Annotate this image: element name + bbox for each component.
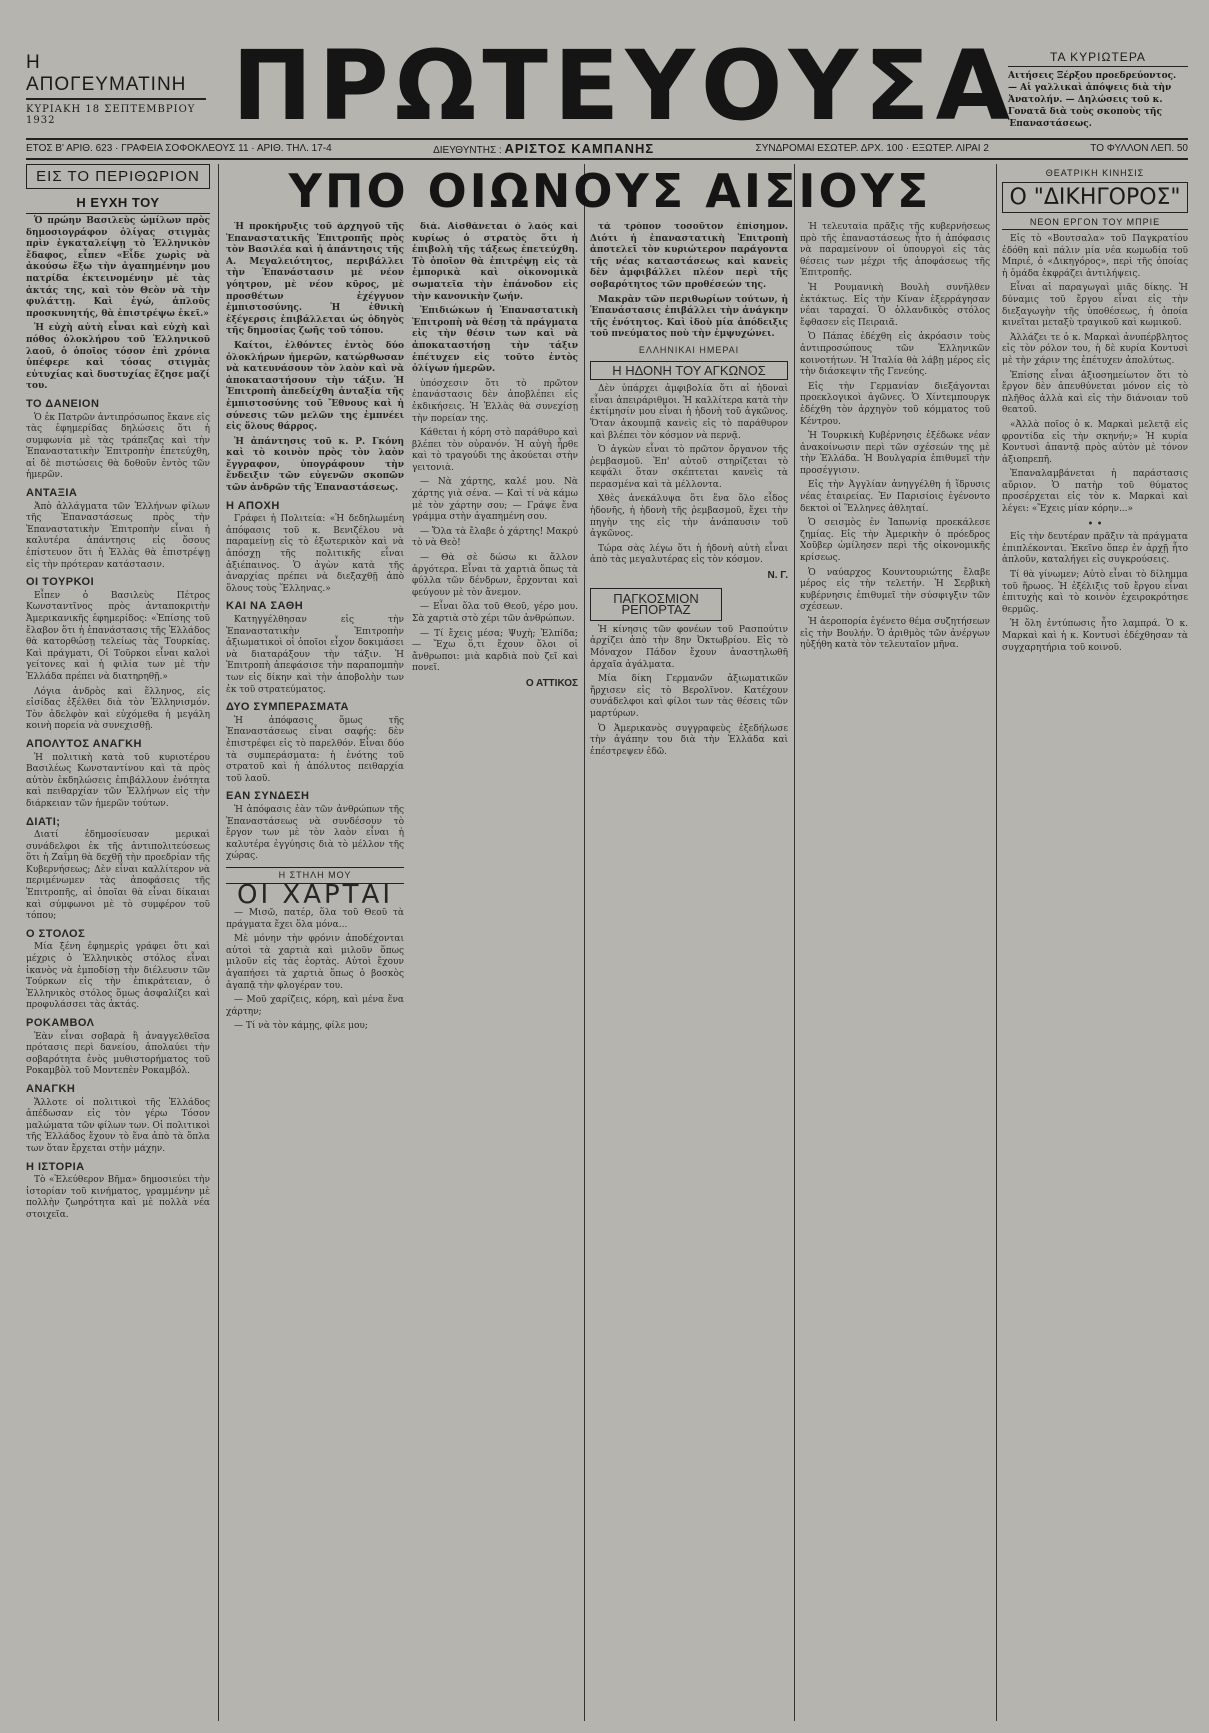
paragraph: Ἐπιδιώκων ἡ Ἐπαναστατικὴ Ἐπιτροπὴ νὰ θέσῃ τὰ πράγματα εἰς τὴν θέσιν των καὶ νὰ ἀποκαταστήσῃ τὴν τάξιν ἐπέτυχεν εἰς τοῦτο ἐντὸς ὀλίγων ἡμερῶν.: [412, 306, 578, 375]
column-rule: [996, 164, 997, 1721]
issue-date: ΚΥΡΙΑΚΗ 18 ΣΕΠΤΕΜΒΡΙΟΥ 1932: [26, 104, 196, 126]
paragraph: Ἡ προκήρυξις τοῦ ἀρχηγοῦ τῆς Ἐπαναστατικῆς Ἐπιτροπῆς πρὸς τὸν Βασιλέα καὶ ἡ ἀπάντησις τῆς Α. Μεγαλειότητος, περιβάλλει τὴν Ἐπανάστασιν μὲ νέον γόητρον, μὲ νέον κῦρος, μὲ προσθέτων ἐχέγγυον ἐμπιστοσύνης. Ἡ ἐθνικὴ ἐξέγερσις ἐπιβάλλεται ὡς ὁδηγὸς τῆς δημοσίας ζωῆς τοῦ τόπου.: [226, 222, 404, 337]
column-margin: [26, 164, 210, 1721]
paragraph: Λόγια ἀνδρὸς καὶ ἕλληνος, εἰς εἰσίδας ἐξέλθει διὰ τὸν Ἑλληνισμόν. Τὸν ἀδελφὸν καὶ εὐχόμεθα ἡ μεγάλη κοινὴ πορεία νὰ συνεχισθῇ.: [26, 686, 210, 732]
section-heading: ΑΝΤΑΞΙΑ: [26, 487, 78, 500]
paragraph: Ἡ Ρουμανικὴ Βουλὴ συνῆλθεν ἐκτάκτως. Εἰς τὴν Κίναν ἐξερράγησαν νέαι ταραχαί. Ὁ ὁλλανδικὸς στόλος ἔφθασεν εἰς Πειραιᾶ.: [800, 282, 990, 328]
column-theatre: [1002, 164, 1188, 1721]
paragraph: Ὁ Ἀμερικανὸς συγγραφεὺς ἐξεδήλωσε τὴν ἀγάπην του διὰ τὴν Ἑλλάδα καὶ ἐπέστρεψεν ἐδῶ.: [590, 723, 788, 757]
section-label: ΕΛΛΗΝΙΚΑΙ ΗΜΕΡΑΙ: [638, 344, 740, 355]
paragraph: ὑπόσχεσιν ὅτι τὸ πρῶτον ἐπανάστασις δὲν ἀποβλέπει εἰς ἐκδικήσεις. Ἡ Ἑλλὰς θὰ συνεχίσῃ τὴν πορείαν της.: [412, 378, 578, 424]
paragraph: Ἐπαναλαμβάνεται ἡ παράστασις αὔριον. Ὁ πατὴρ τοῦ θύματος προσέρχεται εἰς τὸν κ. Μαρκαὶ καὶ λέγει: «Ἔχεις μίαν κόρην...»: [1002, 469, 1188, 515]
paragraph: Μακρὰν τῶν περιθωρίων τούτων, ἡ Ἐπανάστασις ἐπιβάλλει τὴν ἀνάγκην τῆς ἑνότητος. Καὶ ἰδοὺ μία ἀπόδειξις τοῦ πνεύματος ποὺ τὴν ἐμψυχώνει.: [590, 294, 788, 340]
section-heading: Ο ΣΤΟΛΟΣ: [26, 927, 86, 940]
paragraph: Καίτοι, ἐλθόντες ἐντὸς δύο ὁλοκλήρων ἡμερῶν, κατώρθωσαν νὰ κατευνάσουν τὸν λαὸν καὶ νὰ ἀποκαταστήσουν τὴν τάξιν. Ἡ Ἐπιτροπὴ ἀπεδείχθη ἀνταξία τῆς ἐμπιστοσύνης τοῦ Ἔθνους καὶ ἡ σύνεσις τῶν μελῶν της ἐμπνέει εἰς ὅλους θάρρος.: [226, 340, 404, 433]
paragraph: Τὸ «Ἐλεύθερον Βῆμα» δημοσιεύει τὴν ἱστορίαν τοῦ κινήματος, γραμμένην μὲ πολλὴν ζωηρότητα καὶ μὲ πολλὰ νέα στοιχεῖα.: [26, 1175, 210, 1220]
info-bar: [26, 138, 1188, 160]
paragraph: Ἀλλάζει τε ὁ κ. Μαρκαὶ ἀνυπέρβλητος εἰς τὸν ρόλον του, ἡ δὲ κυρία Κοντυσὶ μὲ τὴν χάριν της ἐπέτυχεν ἀπολύτως.: [1002, 332, 1188, 366]
paragraph: Εἶναι αἱ παραγωγαὶ μιᾶς δίκης. Ἡ δύναμις τοῦ ἔργου εἶναι εἰς τὴν διεξαγωγὴν τῆς ὑποθέσεως, ἡ ὁποία κινεῖται μεταξὺ τραγικοῦ καὶ κωμικοῦ.: [1002, 283, 1188, 329]
greek-days-body: [590, 222, 788, 758]
news-body: [800, 222, 990, 652]
margin-box-title: ΕΙΣ ΤΟ ΠΕΡΙΘΩΡΙΟΝ: [26, 164, 210, 189]
paragraph: Διατί ἐδημοσίευσαν μερικαὶ συνάδελφοι ἐκ τῆς ἀντιπολιτεύσεως ὅτι ἡ Ζαΐμη θὰ δεχθῇ τὴν προεδρίαν τῆς Κυβερνήσεως; Δὲν εἶναι καλλίτερον νὰ περιμένωμεν τὰς ἀποφάσεις τῆς Ἐπιτροπῆς, αἱ ὁποῖαι θὰ εἶναι δίκαιαι καὶ σύμφωνοι μὲ τὸ συμφέρον τοῦ τόπου;: [26, 830, 210, 922]
paragraph: Χθὲς ἀνεκάλυψα ὅτι ἕνα ὅλο εἶδος ἡδονῆς, ἡ ἡδονὴ τῆς ῥεμβασμοῦ, ἔχει τὴν πηγὴν της εἰς τὴν ἀνάπαυσιν τοῦ ἀγκῶνος.: [590, 494, 788, 540]
section-heading: ΑΝΑΓΚΗ: [26, 1082, 76, 1095]
paragraph: τὰ τρόπον τοσοῦτον ἐπίσημον. Διότι ἡ ἐπαναστατικὴ Ἐπιτροπὴ ἀποτελεῖ τὸν κυριώτερον παράγοντα τῆς νέας καταστάσεως καὶ κανεὶς δὲν ἀμφιβάλλει πλέον περὶ τῆς σοβαρότητος τῶν προθέσεών της.: [590, 222, 788, 290]
paragraph: Ὁ ἀγκὼν εἶναι τὸ πρῶτον ὄργανον τῆς ῥεμβασμοῦ. Ἐπ' αὐτοῦ στηρίζεται τὸ κεφάλι ὅταν σκέπτεται κανεὶς τὰ περασμένα καὶ τὰ μέλλοντα.: [590, 445, 788, 490]
paragraph: — Τί ἔχεις μέσα; Ψυχὴ; Ἐλπίδα; — Ἔχω ὅ,τι ἔχουν ὅλοι οἱ ἄνθρωποι: μιὰ καρδιὰ ποὺ ζεῖ καὶ πονεῖ.: [412, 628, 578, 674]
paragraph: Τί θὰ γίνωμεν; Αὐτὸ εἶναι τὸ δίλημμα τοῦ ἥρωος. Ἡ ἐξέλιξις τοῦ ἔργου εἶναι ἐπιτυχὴς καὶ τὸ κοινὸν ἐχειροκρότησε θερμῶς.: [1002, 570, 1188, 615]
editor-name: ΑΡΙΣΤΟΣ ΚΑΜΠΑΝΗΣ: [504, 141, 655, 156]
price-info: ΤΟ ΦΥΛΛΟΝ ΛΕΠ. 50: [1090, 143, 1188, 154]
editor-info: [433, 140, 654, 158]
section-heading: ΚΑΙ ΝΑ ΣΑΘΗ: [226, 600, 304, 613]
report-box-title: ΠΑΓΚΟΣΜΙΟΝ ΡΕΠΟΡΤΑΖ: [590, 588, 722, 621]
paragraph: Ὁ σεισμὸς ἐν Ἰαπωνίᾳ προεκάλεσε ζημίας. Εἰς τὴν Ἀμερικὴν ὁ πρόεδρος Χοῦβερ ὡμίλησεν περὶ τῆς οἰκονομικῆς κρίσεως.: [800, 518, 990, 564]
paragraph: Ὁ ναύαρχος Κουντουριώτης ἔλαβε μέρος εἰς τὴν τελετήν. Ἡ Σερβικὴ κυβέρνησις ἐπιθυμεῖ τὴν σύσφιγξιν τῶν σχέσεων.: [800, 567, 990, 613]
paragraph: Ἡ ἀπάντησις τοῦ κ. Ρ. Γκόνη καὶ τὸ κοινὸν πρὸς τὸν λαὸν ἔγγραφον, ὑπογράφουν τὴν ἔνδειξιν τῶν εὐγενῶν σκοπῶν τῶν ἀνδρῶν τῆς Ἐπαναστάσεως.: [226, 436, 404, 494]
margin-subtitle: Η ΕΥΧΗ ΤΟΥ: [26, 195, 210, 214]
paragraph: Τώρα σὰς λέγω ὅτι ἡ ἡδονὴ αὐτὴ εἶναι ἀπὸ τὰς μεγαλυτέρας εἰς τὸν κόσμον.: [590, 543, 788, 566]
paragraph: — Ὄλα τὰ ἔλαβε ὁ χάρτης! Μακρύ τὸ νὰ Θεὸ!: [412, 526, 578, 549]
paragraph: — Εἶναι ὅλα τοῦ Θεοῦ, γέρο μου. Σὰ χαρτιὰ στὸ χέρι τῶν ἀνθρώπων.: [412, 602, 578, 624]
feature-title: ΟΙ ΧΑΡΤΑΙ: [236, 880, 393, 911]
paragraph: Ἡ τελευταία πρᾶξις τῆς κυβερνήσεως πρὸ τῆς ἐπαναστάσεως ἦτο ἡ ἀπόφασις νὰ παραμείνουν οἱ ὑπουργοὶ εἰς τὰς θέσεις των μέχρι τῆς ἀποφάσεως τῆς Ἐπιτροπῆς.: [800, 222, 990, 279]
signature: Ν. Γ.: [767, 570, 788, 582]
section-heading: ΑΠΟΛΥΤΟΣ ΑΝΑΓΚΗ: [26, 737, 142, 750]
paragraph: Ἡ πολιτικὴ κατὰ τοῦ κυριοτέρου Βασιλέως Κωνσταντίνου καὶ τὰ πρὸς αὐτὸν ἐκδηλώσεις ἐπιβάλλουν ἐνότητα καὶ πειθαρχίαν τῶν Ἑλλήνων εἰς τὴν διάρκειαν τῶν ἡμερῶν τούτων.: [26, 752, 210, 809]
section-label: ΘΕΑΤΡΙΚΗ ΚΙΝΗΣΙΣ: [1045, 168, 1145, 178]
masthead-right: [1008, 50, 1188, 130]
paragraph: — Νὰ χάρτης, καλέ μου. Νὰ χάρτης γιὰ σένα. — Καὶ τί νὰ κάμω μὲ τὸν χάρτην σου; — Γράψε ἕνα γράμμα στὴν ἀγαπημένη σου.: [412, 477, 578, 523]
lead-body-cont: [412, 222, 578, 690]
paragraph: — Μοῦ χαρίζεις, κόρη, καὶ μένα ἕνα χάρτην;: [226, 995, 404, 1017]
paragraph: Ὁ Πάπας ἐδέχθη εἰς ἀκρόασιν τοὺς ἀντιπροσώπους τῶν Ἑλληνικῶν κοινοτήτων. Ἡ Ἰταλία θὰ λάβῃ μέρος εἰς τὴν διάσκεψιν τῆς Γενεύης.: [800, 332, 990, 378]
paragraph: Ἡ ἀπόφασις ἐὰν τῶν ἀνθρώπων τῆς Ἐπαναστάσεως νὰ συνδέσουν τὸ ἔργον των μὲ τὸν λαὸν εἶναι ἡ καλυτέρα ἐγγύησις διὰ τὸ μέλλον τῆς χώρας.: [226, 804, 404, 862]
paragraph: διὰ. Αἰσθάνεται ὁ λαὸς καὶ κυρίως ὁ στρατὸς ὅτι ἡ ἐπιβολὴ τῆς τάξεως ἐπετεύχθη. Τὸ ὁποῖον θὰ ἐπιτρέψῃ εἰς τὰ ἐμπορικὰ καὶ οἰκονομικὰ σωματεῖα τὴν ἐπάνοδον εἰς τὴν κανονικὴν ζωήν.: [412, 222, 578, 302]
paragraph: Ἡ ἀπόφασις ὅμως τῆς Ἐπαναστάσεως εἶναι σαφής: δὲν ἐπιστρέφει εἰς τὸ παρελθόν. Εἶναι δύο τὰ συμπεράσματα: ἡ ἑνότης τοῦ στρατοῦ καὶ ἡ ἀπόλυτος πειθαρχία τοῦ λαοῦ.: [226, 715, 404, 784]
column-lead-left: [226, 222, 404, 1721]
section-heading: ΤΟ ΔΑΝΕΙΟΝ: [26, 397, 100, 410]
paragraph: Εἰς τὸ «Βουτσαλα» τοῦ Παγκρατίου ἐδόθη καὶ πάλιν μία νέα κωμωδία τοῦ Μπριέ, ὁ «Δικηγόρος», περὶ τῆς ὁποίας ἡ ὁμάδα ἐκφράζει ἀντιλήψεις.: [1002, 234, 1188, 279]
paragraph: — Μισῶ, πατέρ, ὅλα τοῦ Θεοῦ τὰ πράγματα ἔχει ὅλα μόνα...: [226, 908, 404, 930]
paragraph: «Ἀλλὰ ποῖος ὁ κ. Μαρκαὶ μελετᾷ εἰς φροντίδα εἰς τὴν σκηνήν;» Ἡ κυρία Κοντυσὶ ἀπαντᾷ πρὸς αὐτὸν μὲ τόνον ἀξιοπρεπῆ.: [1002, 419, 1188, 465]
paragraph: Μία δίκη Γερμανῶν ἀξιωματικῶν ἤρχισεν εἰς τὸ Βερολῖνον. Κατέχουν συνάδελφοι καὶ φίλοι των τὰς θέσεις τῶν μαρτύρων.: [590, 674, 788, 719]
lead-body: [226, 222, 404, 1033]
paper-name: Η ΑΠΟΓΕΥΜΑΤΙΝΗ: [26, 52, 206, 100]
section-heading: ΔΥΟ ΣΥΜΠΕΡΑΣΜΑΤΑ: [226, 701, 349, 714]
section-heading: Η ΑΠΟΧΗ: [226, 499, 280, 512]
subscriptions-info: ΣΥΝΔΡΟΜΑΙ ΕΣΩΤΕΡ. ΔΡΧ. 100 · ΕΞΩΤΕΡ. ΛΙΡΑΙ 2: [755, 143, 989, 154]
masthead-title: ΠΡΩΤΕΥΟΥΣΑ: [232, 30, 1016, 142]
paragraph: Ἀπὸ ἀλλάγματα τῶν Ἑλλήνων φίλων τῆς Ἐπαναστάσεως πρὸς τὴν Ἐπαναστατικὴν Ἐπιτροπὴν εἶναι ἡ καλυτέρα ἀπάντησις εἰς ὅσους ἐπίστευον ὅτι ἡ Ἑλλὰς θὰ ἐπιστρέψῃ εἰς τὴν πρότεραν κατάστασιν.: [26, 501, 210, 570]
paragraph: Ἡ κίνησις τῶν φονέων τοῦ Ρασπούτιν ἀρχίζει ἀπὸ τὴν 8ην Ὀκτωβρίου. Εἰς τὸ Μόναχον Πάδον ἔχουν ἀναστηλωθῆ ἀρχαῖα ἀγάλματα.: [590, 624, 788, 670]
paragraph: Ἡ εὐχὴ αὐτὴ εἶναι καὶ εὐχὴ καὶ πόθος ὁλοκλήρου τοῦ Ἑλληνικοῦ λαοῦ, ὁ ὁποῖος τόσον ἐπὶ χρόνια ὑπέφερε καὶ τόσας στιγμὰς εὐτυχίας καὶ δυστυχίας ἔζησε μαζί του.: [26, 323, 210, 392]
separator-mark: • •: [1087, 518, 1103, 530]
paragraph: Ἡ ὅλη ἐντύπωσις ἦτο λαμπρά. Ὁ κ. Μαρκαὶ καὶ ἡ κ. Κοντυσὶ ἐδέχθησαν τὰ συγχαρητήρια τοῦ κοινοῦ.: [1002, 619, 1188, 653]
column-lead-right: [412, 222, 578, 1721]
theatre-body: [1002, 234, 1188, 654]
paragraph: Εἰς τὴν δευτέραν πρᾶξιν τὰ πράγματα ἐπιπλέκονται. Ἐκεῖνο ὅπερ ἐν ἀρχῇ ἦτο ἁπλοῦν, καταλήγει εἰς συγκρούσεις.: [1002, 532, 1188, 566]
feature-label: Η ΣΤΗΛΗ ΜΟΥ: [226, 867, 404, 885]
paragraph: Εἶπεν ὁ Βασιλεὺς Πέτρος Κωνσταντῖνος πρὸς ἀνταποκριτὴν Ἀμερικανικῆς ἐφημερίδος: «Ἐπίσης τοῦ ἔλαβον ὅτι ἡ ἐπανάστασις τῆς Ἑλλάδος θὰ κατορθώσῃ τελείως τὰς Τουρκίας. Καὶ πράγματι, Οἱ Τοῦρκοι εἶναι καλοὶ γείτονες καὶ ἡ φιλία των μὲ τὴν Ἑλλάδα πρέπει νὰ διατηρηθῇ.»: [26, 590, 210, 682]
paragraph: Ἐπίσης εἶναι ἀξιοσημείωτον ὅτι τὸ ἔργον δὲν ἀπευθύνεται μόνον εἰς τὸ πλῆθος ἀλλὰ καὶ εἰς τὴν διάνοιαν τοῦ θεατοῦ.: [1002, 370, 1188, 416]
summary-text: Αιτήσεις Ξέρξου προεδρεύοντος. — Αἱ γαλλικαὶ ἀπόψεις διὰ τὴν Ἀνατολήν. — Δηλώσεις τοῦ κ. Γονατᾶ διὰ τοὺς σκοποὺς τῆς Ἐπαναστάσεως.: [1008, 71, 1177, 129]
column-rule: [584, 164, 585, 1721]
section-heading: ΡΟΚΑΜΒΟΛ: [26, 1017, 95, 1029]
paragraph: Κατηγγέλθησαν εἰς τὴν Ἐπαναστατικὴν Ἐπιτροπὴν ἀξιωματικοὶ οἱ ὁποῖοι εἶχον δοκιμάσει νὰ διαταράξουν τὴν τάξιν. Ἡ Ἐπιτροπὴ ἀπεφάσισε τὴν παραπομπὴν των εἰς δίκην καὶ τὴν ἀποβολὴν των ἐκ τοῦ στρατεύματος.: [226, 615, 404, 695]
signature: Ο ΑΤΤΙΚΟΣ: [525, 677, 578, 689]
section-heading: ΔΙΑΤΙ;: [26, 815, 61, 828]
editor-label: ΔΙΕΥΘΥΝΤΗΣ :: [433, 145, 502, 156]
column-greek-days: [590, 222, 788, 1721]
paragraph: Ὁ ἐκ Πατρῶν ἀντιπρόσωπος ἔκανε εἰς τὰς ἐφημερίδας δηλώσεις ὅτι ἡ συμφωνία μὲ τὰς τράπεζας καὶ τὴν Ἐπαναστατικὴν Ἐπιτροπὴν ἐπετεύχθη, αἱ δὲ πιστώσεις θὰ δοθοῦν ἐντὸς τῶν ἡμερῶν.: [26, 412, 210, 481]
paragraph: Γράφει ἡ Πολιτεία: «Ἡ δεδηλωμένη ἀπόφασις τοῦ κ. Βενιζέλου νὰ παραμείνῃ εἰς τὸ ἐξωτερικὸν καὶ νὰ ἀπόσχῃ τῆς πολιτικῆς εἶναι ἀξιέπαινος. Ὁ ἀγὼν κατὰ τῆς ἀναρχίας πρέπει νὰ διεξαχθῇ ἀπὸ ὅλους τοὺς Ἕλληνας.»: [226, 514, 404, 594]
theatre-box-title: Ο "ΔΙΚΗΓΟΡΟΣ": [1002, 182, 1188, 213]
margin-body: [26, 216, 210, 1222]
paragraph: Ἐὰν εἶναι σοβαρὰ ἢ ἀναγγελθεῖσα πρότασις περὶ δανείου, ἀπολαύει τὴν σοβαρότητα ἑνὸς μυθιστορήματος τοῦ Ροκαμβὸλ τοῦ Μοντεπὲν Ροκαμβόλ.: [26, 1031, 210, 1077]
paragraph: — Τί νὰ τὸν κάμῃς, φίλε μου;: [234, 1021, 368, 1032]
paragraph: Εἰς τὴν Γερμανίαν διεξάγονται προεκλογικοὶ ἀγῶνες. Ὁ Χίντεμπουργκ ἐδέχθη τὸν ἀρχηγὸν τοῦ κόμματος τοῦ Κέντρου.: [800, 381, 990, 427]
paragraph: Ἡ ἀεροπορία ἐγένετο θέμα συζητήσεων εἰς τὴν Βουλήν. Ὁ ἀριθμὸς τῶν ἀνέργων ηὐξήθη κατὰ τὸν τελευταῖον μῆνα.: [800, 617, 990, 651]
paragraph: Ἡ Τουρκικὴ Κυβέρνησις ἐξέδωκε νέαν ἀνακοίνωσιν περὶ τῶν σχέσεών της μὲ τὴν Ἑλλάδα. Ἡ Βουλγαρία ἐπιθυμεῖ τὴν προσέγγισιν.: [800, 431, 990, 476]
theatre-subtitle: ΝΕΟΝ ΕΡΓΟΝ ΤΟΥ ΜΠΡΙΕ: [1002, 217, 1188, 230]
issue-info: ΕΤΟΣ Β' ΑΡΙΘ. 623 · ΓΡΑΦΕΙΑ ΣΟΦΟΚΛΕΟΥΣ 11 · ΑΡΙΘ. ΤΗΛ. 17-4: [26, 143, 332, 154]
paragraph: Κάθεται ἡ κόρη στὸ παράθυρο καὶ βλέπει τὸν οὐρανόν. Ἡ αὐγὴ ἦρθε καὶ τὸ τραγούδι της ἀκούεται στὴν γειτονιὰ.: [412, 428, 578, 473]
column-rule: [218, 164, 219, 1721]
paragraph: Ὁ πρώην Βασιλεὺς ὡμίλων πρὸς δημοσιογράφον ὀλίγας στιγμὰς πρὶν ἐγκαταλείψῃ τὸ Ἑλληνικὸν ἔδαφος, εἶπεν «Εἶδε χωρὶς νὰ ἀκούσω ἔξω τὴν ἀγαπημένην μου πατρίδα ἐκτεινομένην μὲ τὰς ἀκτάς της, καὶ τὸν Θεὸν νὰ τὴν φυλάττῃ. Καὶ ἐγώ, ἁπλοῦς προσκυνητής, θὰ ἐπιστρέψω ἐκεῖ.»: [26, 216, 210, 319]
paragraph: Μὲ μόνην τὴν φρόνιν ἀποδέχονται αὐτοὶ τὰ χαρτιὰ καὶ μιλοῦν ὅπως μιλοῦν εἰς τὰς ἑορτὰς. Αὐτοὶ ἔχουν ἀγαπήσει τὰ χαρτιὰ ὅπως ὁ βοσκὸς ἀγαπᾷ τὴν φλογέραν του.: [226, 934, 404, 991]
section-heading: Η ΙΣΤΟΡΙΑ: [26, 1160, 85, 1173]
main-headline: ΥΠΟ ΟΙΩΝΟΥΣ ΑΙΣΙΟΥΣ: [288, 164, 932, 218]
paragraph: — Θὰ σὲ δώσω κι ἄλλον ἀργότερα. Εἶναι τὰ χαρτιὰ ὅπως τὰ φύλλα τῶν δένδρων, ἔρχονται καὶ φεύγουν μὲ τὸν ἄνεμον.: [412, 553, 578, 598]
masthead-left: [26, 52, 206, 126]
summary-heading: ΤΑ ΚΥΡΙΩΤΕΡΑ: [1008, 50, 1188, 67]
section-heading: ΟΙ ΤΟΥΡΚΟΙ: [26, 576, 95, 589]
paragraph: Ἄλλοτε οἱ πολιτικοὶ τῆς Ἑλλάδος ἀπέδωσαν εἰς τὸν γέρω Τόσον μαλώματα τῶν φίλων των. Οἱ πολιτικοὶ τῆς Ἑλλάδος ἔχουν τὸ ἕνα ἀπὸ τὰ ὅπλα των ὅταν ἔρχεται στὴν μάχην.: [26, 1097, 210, 1154]
paragraph: Δὲν ὑπάρχει ἀμφιβολία ὅτι αἱ ἡδοναὶ εἶναι ἀπειράριθμοι. Ἡ καλλίτερα κατὰ τὴν ἐκτίμησίν μου εἶναι ἡ ἡδονὴ τοῦ ἀγκῶνος. Ὅταν ἀκουμπᾷ κανεὶς εἰς τὸ παράθυρον καὶ βλέπει τὸν κόσμον νὰ περνᾷ.: [590, 384, 788, 441]
paragraph: Μία ξένη ἐφημερὶς γράφει ὅτι καὶ μέχρις ὁ Ἑλληνικὸς στόλος εἶναι ἱκανὸς νὰ ἐμποδίσῃ τὴν διέλευσιν τῶν Τούρκων εἰς τὴν ἐπικράτειαν, ὁ Ἑλληνικὸς στόλος ὅμως ἀσφαλίζει καὶ προφυλάσσει τὰς ἀκτάς.: [26, 942, 210, 1011]
section-heading: ΕΑΝ ΣΥΝΔΕΣΗ: [226, 790, 310, 803]
article-box-title: Η ΗΔΟΝΗ ΤΟΥ ΑΓΚΩΝΟΣ: [590, 361, 788, 381]
column-rule: [794, 164, 795, 1721]
paragraph: Εἰς τὴν Ἀγγλίαν ἀνηγγέλθη ἡ ἵδρυσις νέας ἑταιρείας. Ἐν Παρισίοις ἐγένοντο δεκτοὶ οἱ Ἕλληνες ἀθληταί.: [800, 480, 990, 514]
column-news: [800, 222, 990, 1721]
